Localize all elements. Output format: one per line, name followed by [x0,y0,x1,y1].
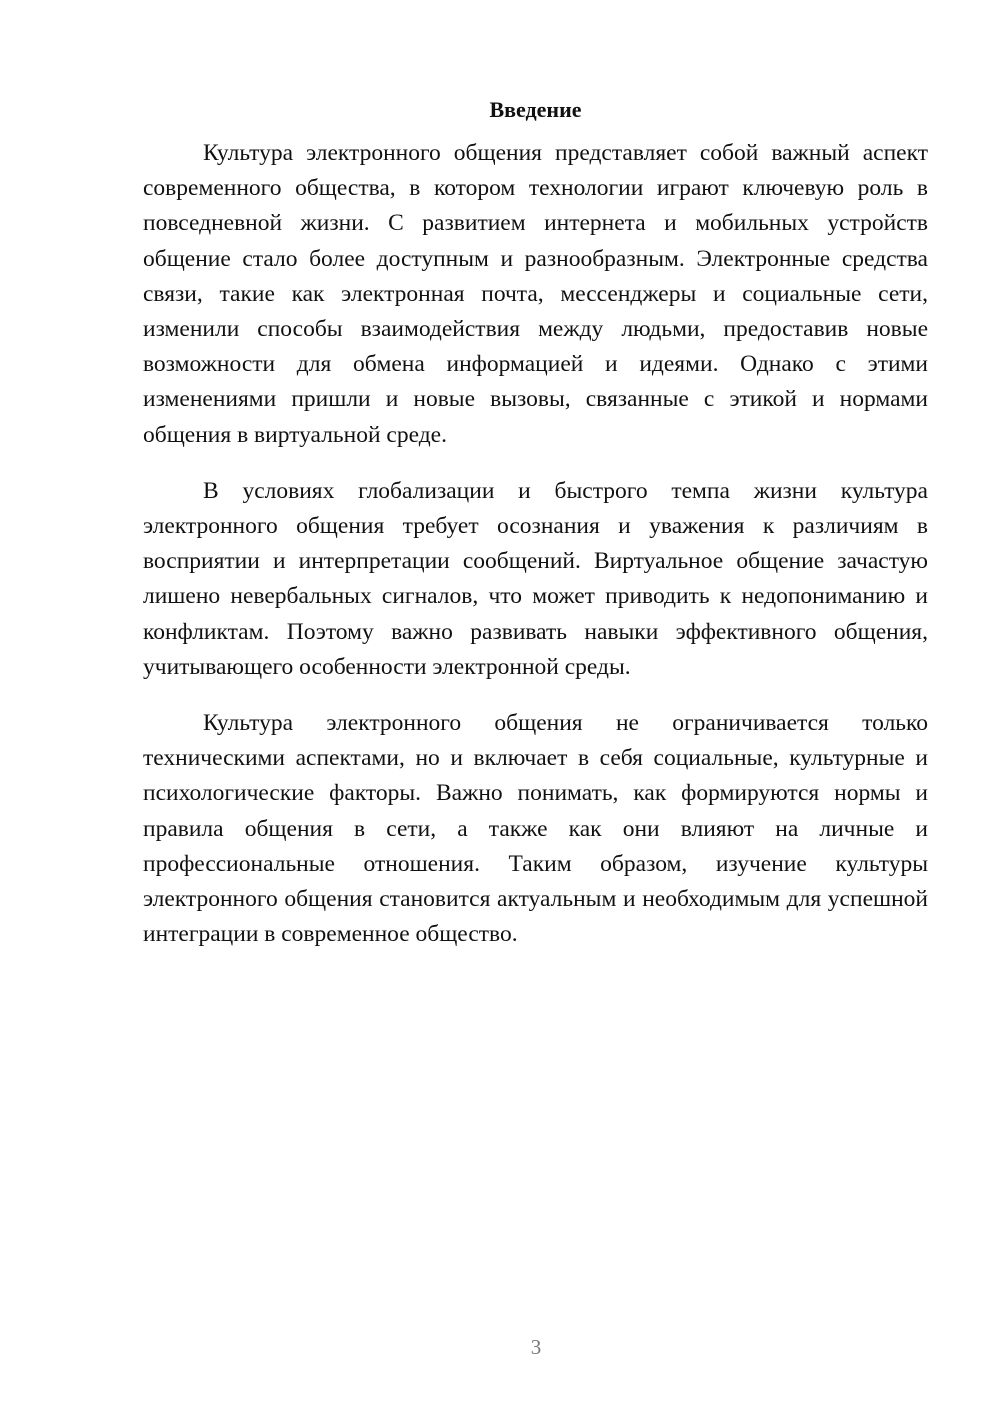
paragraph-1: Культура электронного общения представляет собой важный аспект современного общества, в котором технологии играют ключевую роль в повседневной жизни. С развитием интернета и мобильных устройств общение стало более доступным и разнообразным. Электронные средства связи, такие как электронная почта, мессенджеры и социальные сети, изменили способы взаимодействия между людьми, предоставив новые возможности для обмена информацией и идеями. Однако с этими изменениями пришли и новые вызовы, связанные с этикой и нормами общения в виртуальной среде. [143,140,928,448]
page-number: 3 [530,1335,542,1359]
page-content [143,92,928,973]
paragraph-2: В условиях глобализации и быстрого темпа жизни культура электронного общения требует осознания и уважения к различиям в восприятии и интерпретации сообщений. Виртуальное общение зачастую лишено невербальных сигналов, что может приводить к недопониманию и конфликтам. Поэтому важно развивать навыки эффективного общения, учитывающего особенности электронной среды. [143,477,928,680]
paragraph-3: Культура электронного общения не ограничивается только техническими аспектами, но и включает в себя социальные, культурные и психологические факторы. Важно понимать, как формируются нормы и правила общения в сети, а также как они влияют на личные и профессиональные отношения. Таким образом, изучение культуры электронного общения становится актуальным и необходимым для успешной интеграции в современное общество. [143,710,928,948]
section-title: Введение [489,97,582,122]
